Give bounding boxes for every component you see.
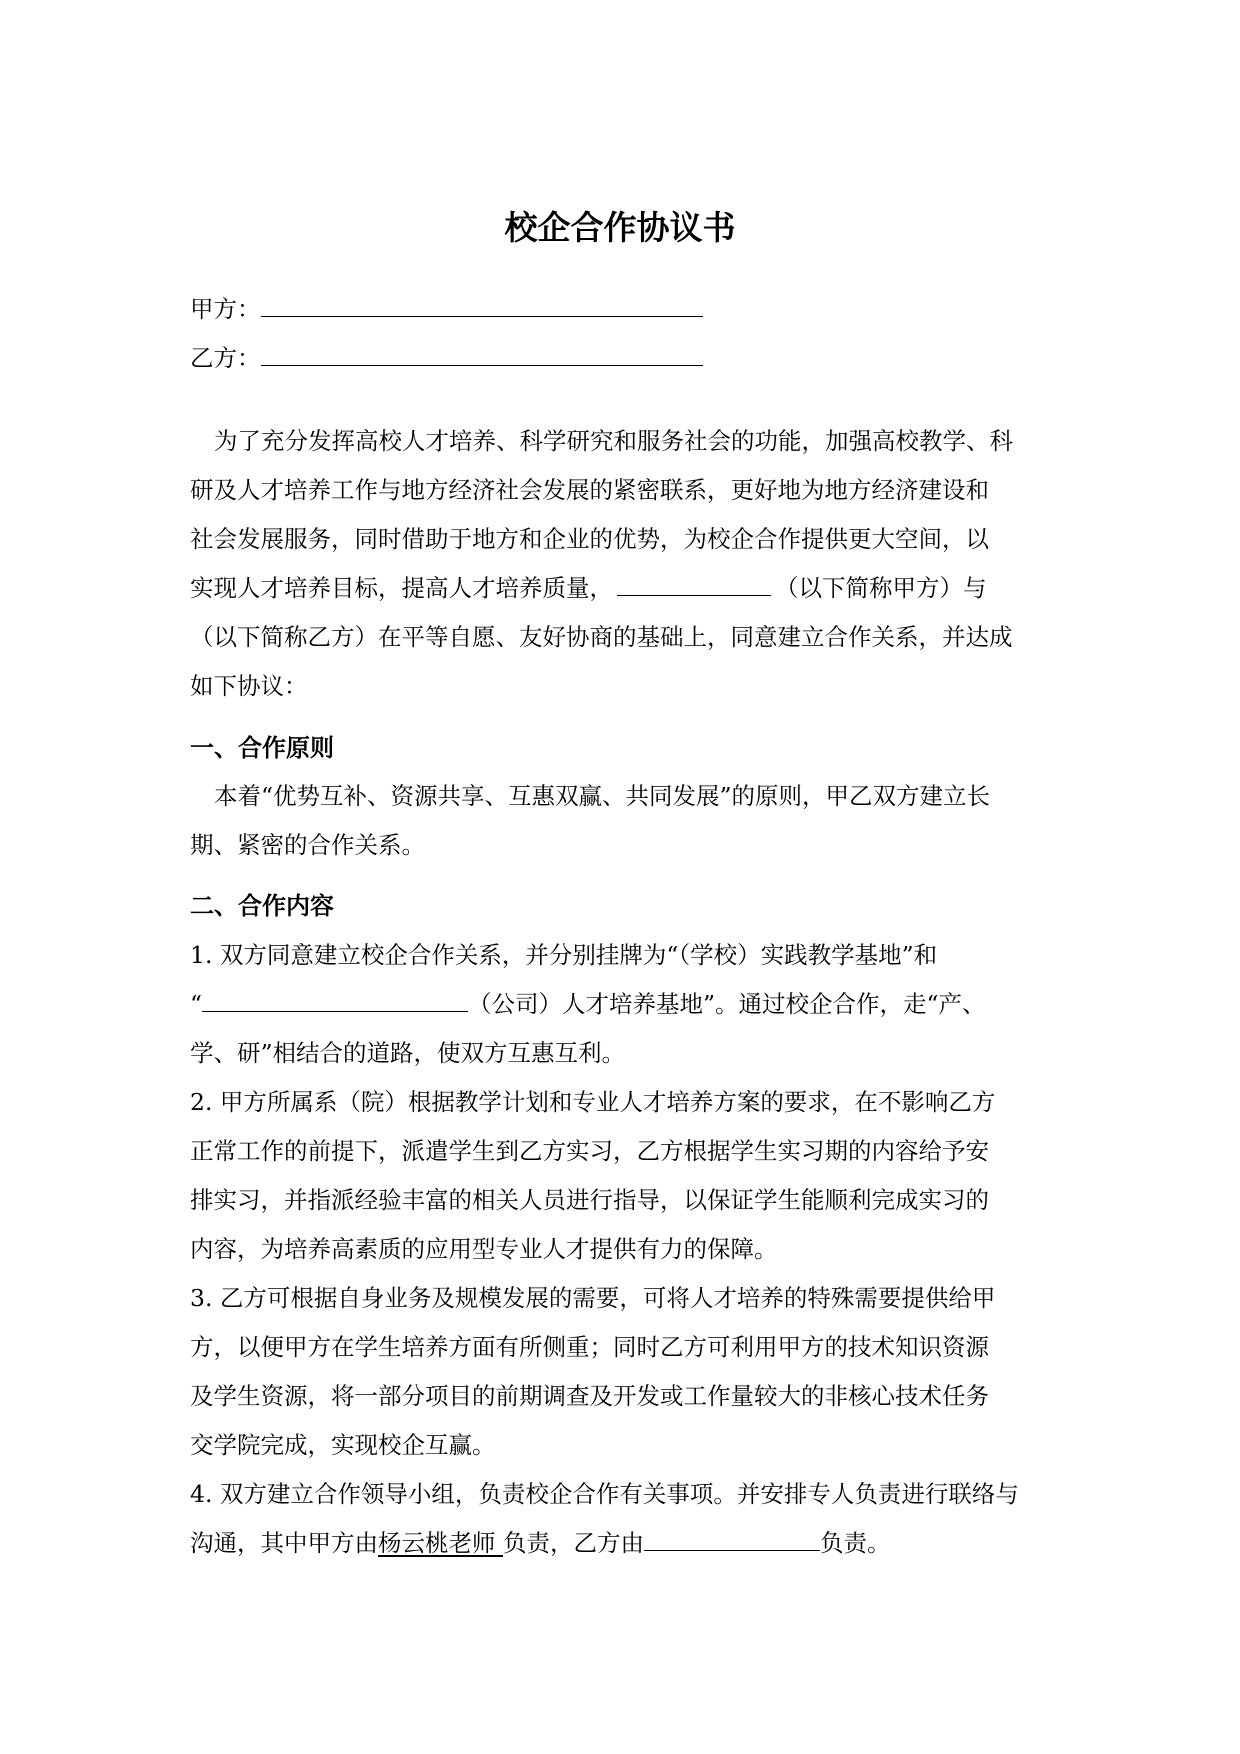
party-a-contact-name: 杨云桃老师 [378,1529,503,1557]
intro-line-6: 如下协议： [190,672,308,700]
item-2-line-1: 2. 甲方所属系（院）根据教学计划和专业人才培养方案的要求，在不影响乙方 [190,1088,996,1116]
item-3-line-2: 方，以便甲方在学生培养方面有所侧重；同时乙方可利用甲方的技术知识资源 [190,1333,989,1361]
company-name-blank[interactable] [202,987,468,1012]
item-1-line-2 [190,987,1060,1021]
item-4-line-2 [190,1526,1060,1560]
intro-line-1: 为了充分发挥高校人才培养、科学研究和服务社会的功能，加强高校教学、科 [214,427,1013,455]
item-2-line-2: 正常工作的前提下，派遣学生到乙方实习，乙方根据学生实习期的内容给予安 [190,1137,989,1165]
party-a-name-blank[interactable] [617,571,771,596]
document-title: 校企合作协议书 [504,208,736,247]
item-4-line-2-mid: 负责，乙方由 [502,1529,644,1557]
intro-line-5: （以下简称乙方）在平等自愿、友好协商的基础上，同意建立合作关系，并达成 [190,623,1013,651]
party-a-line [190,292,1060,326]
intro-line-4-post: （以下简称甲方）与 [775,574,987,602]
section-1-heading: 一、合作原则 [190,734,334,762]
section-1-line-2: 期、紧密的合作关系。 [190,831,425,859]
item-4-line-2-post: 负责。 [819,1529,891,1557]
item-1-line-2-pre: “ [190,990,203,1018]
party-b-line [190,341,1060,375]
item-2-line-4: 内容，为培养高素质的应用型专业人才提供有力的保障。 [190,1235,778,1263]
intro-line-2: 研及人才培养工作与地方经济社会发展的紧密联系，更好地为地方经济建设和 [190,476,989,504]
section-1-line-1: 本着“优势互补、资源共享、互惠双赢、共同发展”的原则，甲乙双方建立长 [214,782,991,810]
item-1-line-1: 1. 双方同意建立校企合作关系，并分别挂牌为“（学校）实践教学基地”和 [190,941,938,969]
intro-line-3: 社会发展服务，同时借助于地方和企业的优势，为校企合作提供更大空间，以 [190,525,989,553]
party-b-label: 乙方： [190,344,261,372]
item-1-line-3: 学、研”相结合的道路，使双方互惠互利。 [190,1039,626,1067]
item-3-line-3: 及学生资源，将一部分项目的前期调查及开发或工作量较大的非核心技术任务 [190,1382,989,1410]
item-4-line-1: 4. 双方建立合作领导小组，负责校企合作有关事项。并安排专人负责进行联络与 [190,1480,1019,1508]
item-2-line-3: 排实习，并指派经验丰富的相关人员进行指导，以保证学生能顺利完成实习的 [190,1186,989,1214]
party-b-blank[interactable] [261,341,703,366]
party-a-label: 甲方： [190,295,261,323]
item-4-line-2-pre: 沟通，其中甲方由 [190,1529,378,1557]
item-1-line-2-post: （公司）人才培养基地”。通过校企合作，走“产、 [468,990,986,1018]
intro-line-4-pre: 实现人才培养目标，提高人才培养质量， [190,574,613,602]
party-a-blank[interactable] [261,292,703,317]
party-b-contact-blank[interactable] [644,1526,820,1551]
intro-line-4 [190,571,1060,605]
item-3-line-1: 3. 乙方可根据自身业务及规模发展的需要，可将人才培养的特殊需要提供给甲 [190,1284,996,1312]
section-2-heading: 二、合作内容 [190,892,334,920]
item-3-line-4: 交学院完成，实现校企互赢。 [190,1431,496,1459]
